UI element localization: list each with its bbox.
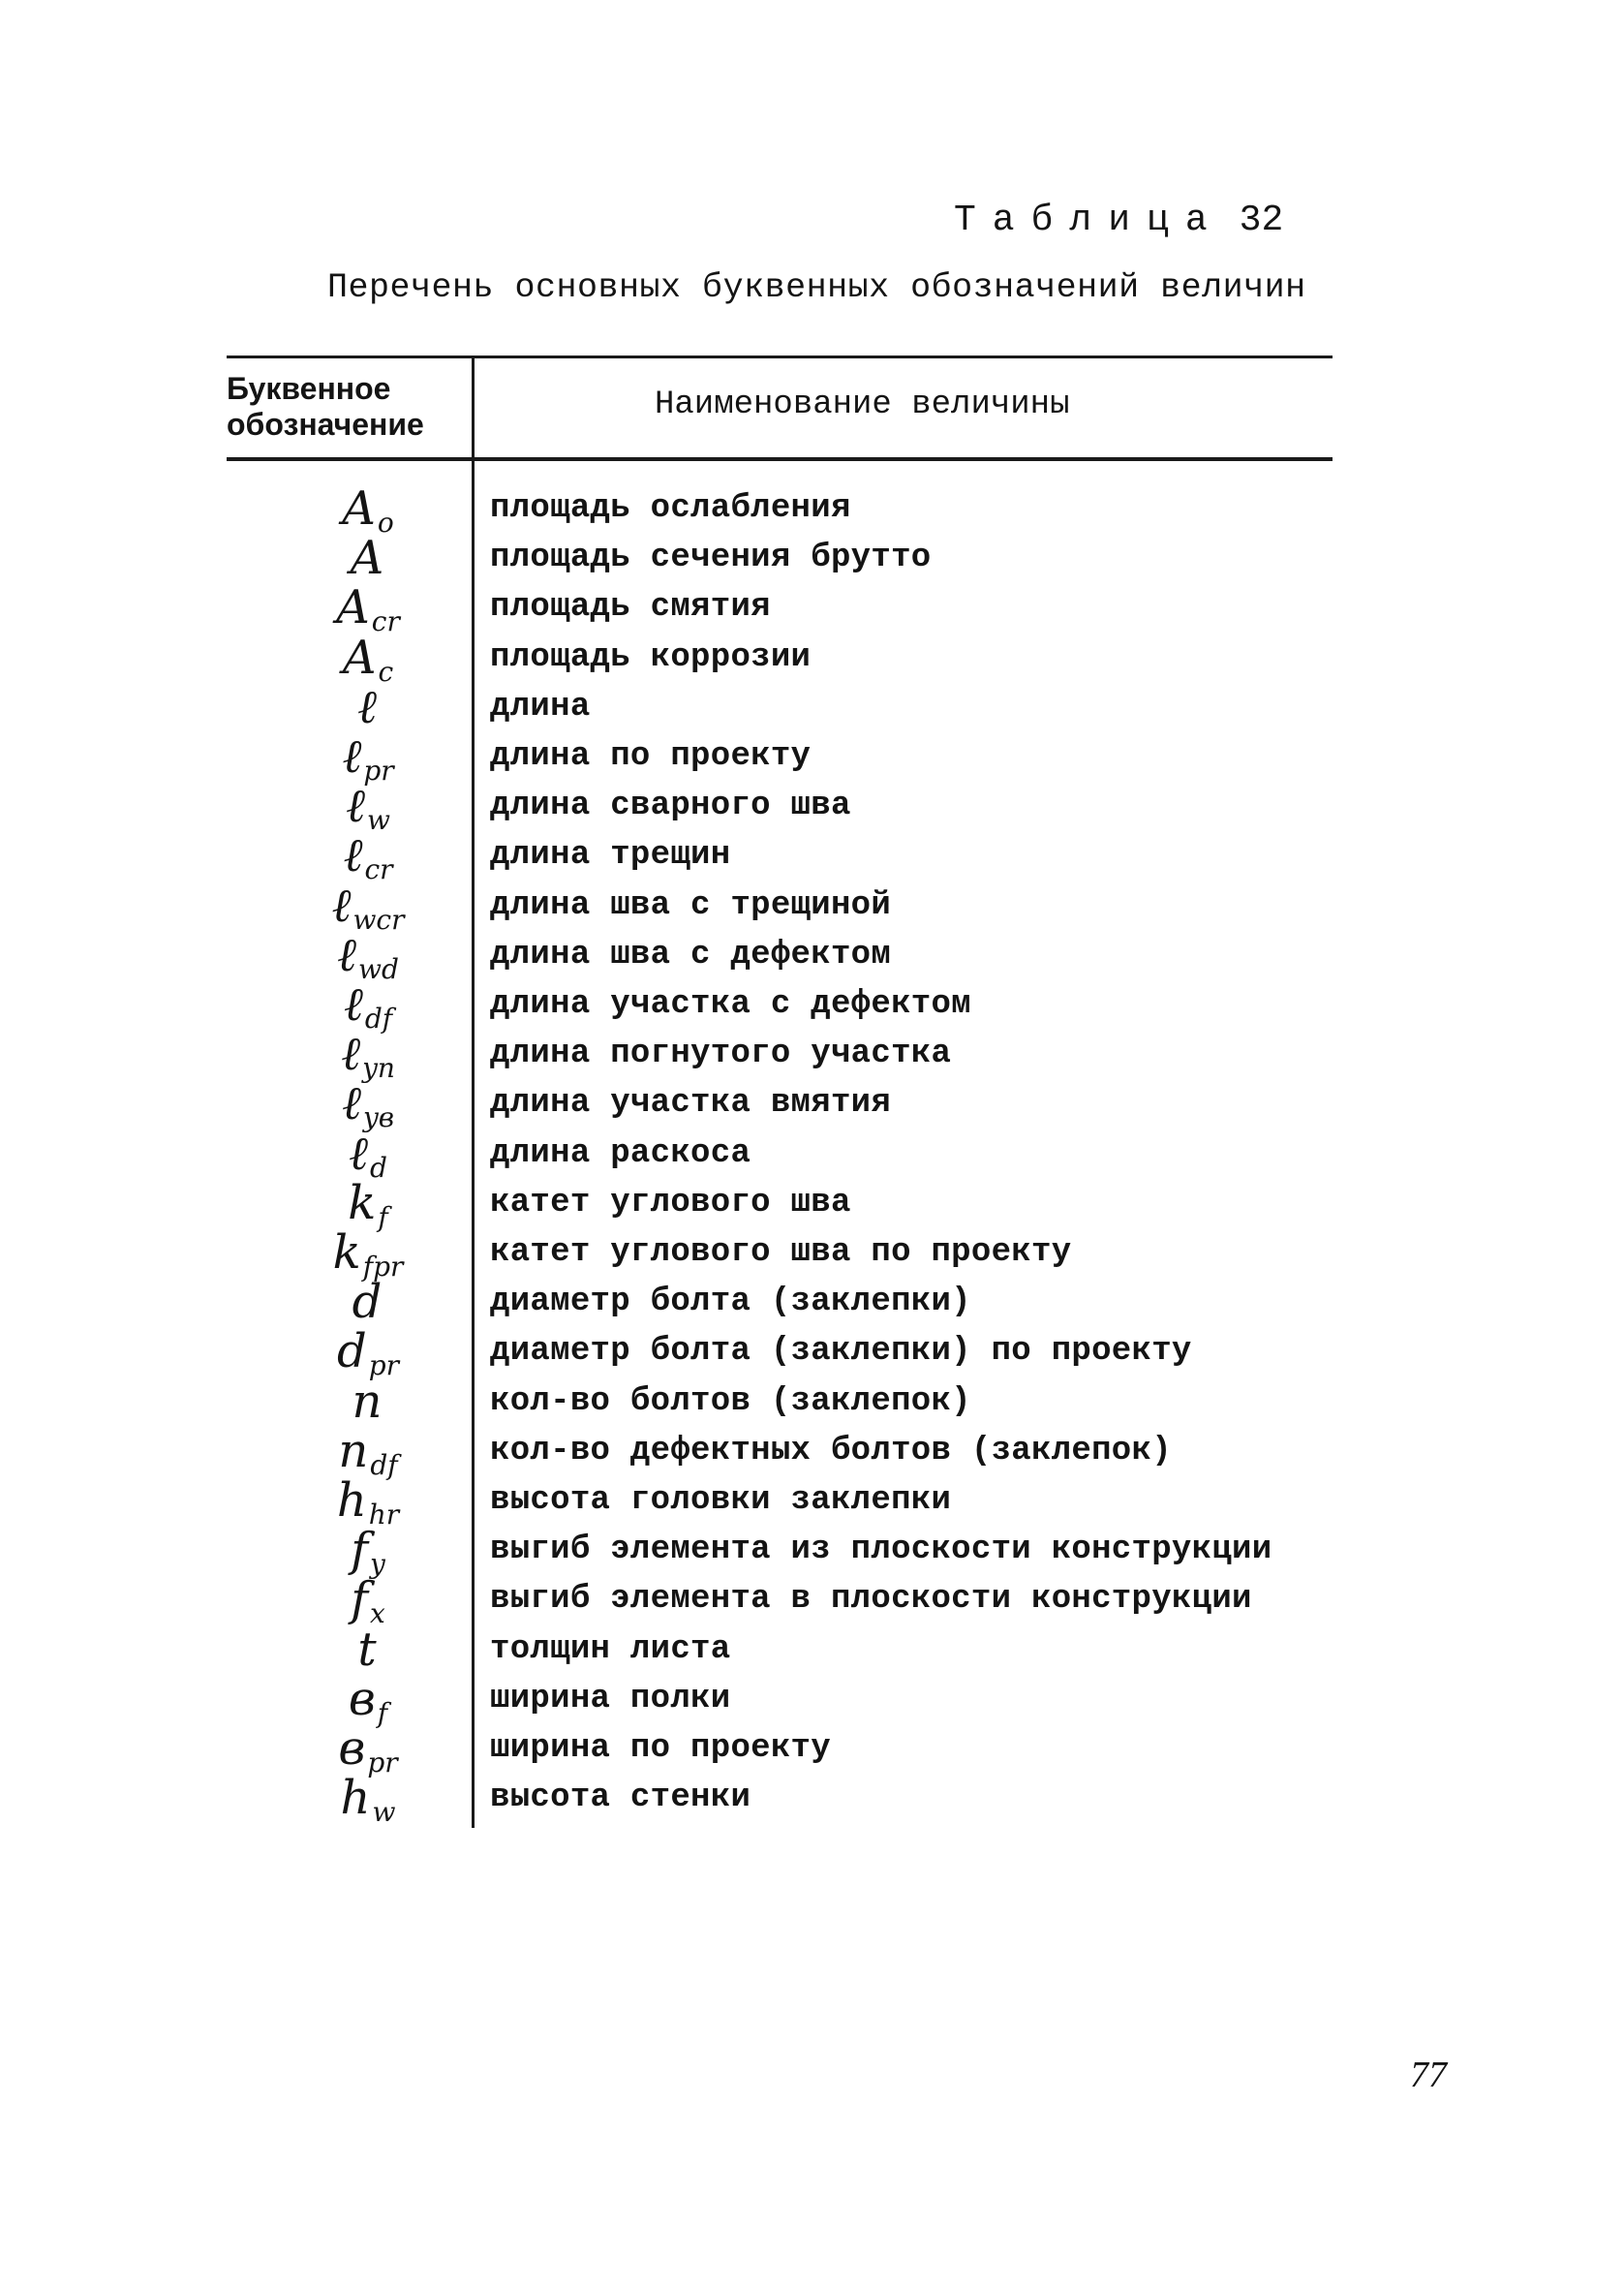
table-row — [0, 1523, 1624, 1581]
symbol-subscript: wcr — [352, 903, 405, 936]
table-row — [0, 828, 1624, 886]
table-row — [0, 481, 1624, 539]
symbol-subscript: cr — [371, 605, 400, 638]
symbol-base: A — [350, 531, 384, 586]
table-row — [0, 630, 1624, 688]
symbol-base: ℓ — [357, 679, 377, 734]
symbol-base: k — [332, 1225, 361, 1280]
symbol-base: f — [351, 1572, 368, 1627]
symbol-subscript: yв — [362, 1101, 395, 1134]
symbol-subscript: yn — [362, 1052, 395, 1085]
table-row — [0, 1126, 1624, 1184]
symbol-base: k — [348, 1175, 377, 1230]
table-row — [0, 531, 1624, 586]
symbol-subscript: x — [369, 1597, 385, 1630]
table-row — [0, 1473, 1624, 1531]
table-row — [0, 1275, 1624, 1330]
table-row — [0, 1721, 1624, 1779]
symbol-base: в — [348, 1671, 376, 1726]
name-cell: длина шва с дефектом — [490, 936, 892, 974]
symbol-cell — [291, 1771, 445, 1837]
symbol-base: f — [351, 1523, 368, 1578]
symbol-base: ℓ — [331, 878, 352, 933]
symbol-base: ℓ — [346, 779, 366, 834]
symbol-subscript: df — [370, 1448, 398, 1481]
symbol-base: в — [338, 1721, 366, 1776]
name-cell: длина шва с трещиной — [490, 886, 892, 924]
table-row — [0, 779, 1624, 837]
name-cell: длина сварного шва — [490, 788, 851, 825]
symbol-base: ℓ — [341, 1027, 361, 1082]
name-cell: площадь коррозии — [490, 638, 812, 676]
symbol-base: n — [338, 1423, 369, 1478]
symbol-base: A — [342, 481, 376, 536]
name-cell: высота головки заклепки — [490, 1482, 952, 1519]
symbol-base: d — [352, 1275, 383, 1330]
table-row — [0, 1572, 1624, 1630]
table-row — [0, 679, 1624, 734]
name-cell: длина погнутого участка — [490, 1036, 952, 1073]
symbol-subscript: y — [369, 1548, 385, 1581]
name-cell: выгиб элемента в плоскости конструкции — [490, 1581, 1252, 1619]
symbol-base: ℓ — [349, 1126, 369, 1181]
name-cell: диаметр болта (заклепки) — [490, 1284, 971, 1321]
symbol-base: t — [357, 1622, 377, 1677]
table-label — [954, 200, 1283, 241]
symbol-base: ℓ — [343, 977, 363, 1032]
table-row — [0, 729, 1624, 787]
page-number: 77 — [1410, 2055, 1447, 2095]
symbol-base: ℓ — [337, 927, 357, 982]
table-row — [0, 878, 1624, 936]
name-cell: длина раскоса — [490, 1134, 751, 1172]
table-header-rule — [227, 457, 1333, 461]
table-number: 32 — [1239, 200, 1284, 241]
table-top-rule — [227, 356, 1333, 358]
symbol-base: ℓ — [341, 1076, 361, 1131]
table-row — [0, 1771, 1624, 1829]
symbol-base: ℓ — [343, 828, 363, 883]
table-row — [0, 1374, 1624, 1429]
symbol-subscript: o — [377, 507, 394, 539]
table-row — [0, 927, 1624, 985]
name-cell: катет углового шва — [490, 1184, 851, 1222]
name-cell: толщин листа — [490, 1630, 731, 1668]
name-cell: длина участка с дефектом — [490, 986, 971, 1023]
table-row — [0, 1423, 1624, 1481]
name-cell: площадь сечения брутто — [490, 540, 932, 577]
name-cell: длина — [490, 688, 591, 726]
table-row — [0, 977, 1624, 1035]
table-row — [0, 1225, 1624, 1283]
name-cell: выгиб элемента из плоскости конструкции — [490, 1531, 1272, 1569]
symbol-base: ℓ — [342, 729, 362, 784]
symbol-subscript: d — [370, 1151, 387, 1184]
name-cell: высота стенки — [490, 1779, 751, 1817]
symbol-subscript: pr — [367, 1747, 398, 1779]
name-cell: длина участка вмятия — [490, 1085, 892, 1123]
symbol-subscript: pr — [363, 755, 394, 787]
table-row — [0, 1175, 1624, 1233]
table-row — [0, 1324, 1624, 1382]
symbol-base: h — [340, 1771, 371, 1826]
name-cell: площадь ослабления — [490, 490, 851, 527]
symbol-subscript: cr — [364, 853, 393, 886]
symbol-subscript: df — [364, 1003, 393, 1035]
name-cell: ширина по проекту — [490, 1730, 831, 1767]
table-word: Таблица — [954, 200, 1224, 241]
name-cell: диаметр болта (заклепки) по проекту — [490, 1333, 1192, 1371]
symbol-subscript: w — [372, 1796, 396, 1829]
symbol-base: h — [336, 1473, 367, 1528]
symbol-subscript: hr — [368, 1499, 400, 1531]
symbol-base: n — [352, 1374, 383, 1429]
table-row — [0, 1622, 1624, 1677]
symbol-subscript: f — [378, 1200, 388, 1233]
table-title: Перечень основных буквенных обозначений величин — [327, 268, 1306, 307]
symbol-subscript: wd — [358, 952, 399, 985]
name-cell: ширина полки — [490, 1680, 731, 1717]
name-cell: длина по проекту — [490, 738, 812, 775]
column-header-name: Наименование величины — [655, 387, 1070, 423]
table-row — [0, 1027, 1624, 1085]
symbol-subscript: fpr — [362, 1251, 404, 1283]
symbol-subscript: w — [367, 804, 390, 837]
name-cell: кол-во дефектных болтов (заклепок) — [490, 1432, 1172, 1469]
table-row — [0, 580, 1624, 638]
table-row — [0, 1076, 1624, 1134]
symbol-subscript: c — [378, 655, 394, 688]
symbol-base: A — [342, 630, 377, 685]
column-header-symbol: Буквенное обозначение — [227, 371, 424, 442]
name-cell: длина трещин — [490, 837, 731, 875]
name-cell: катет углового шва по проекту — [490, 1234, 1072, 1271]
symbol-base: A — [336, 580, 370, 635]
table-row — [0, 1671, 1624, 1729]
symbol-subscript: f — [377, 1696, 388, 1729]
name-cell: площадь смятия — [490, 589, 771, 627]
symbol-base: d — [336, 1324, 367, 1379]
name-cell: кол-во болтов (заклепок) — [490, 1382, 971, 1420]
symbol-subscript: pr — [368, 1349, 400, 1382]
